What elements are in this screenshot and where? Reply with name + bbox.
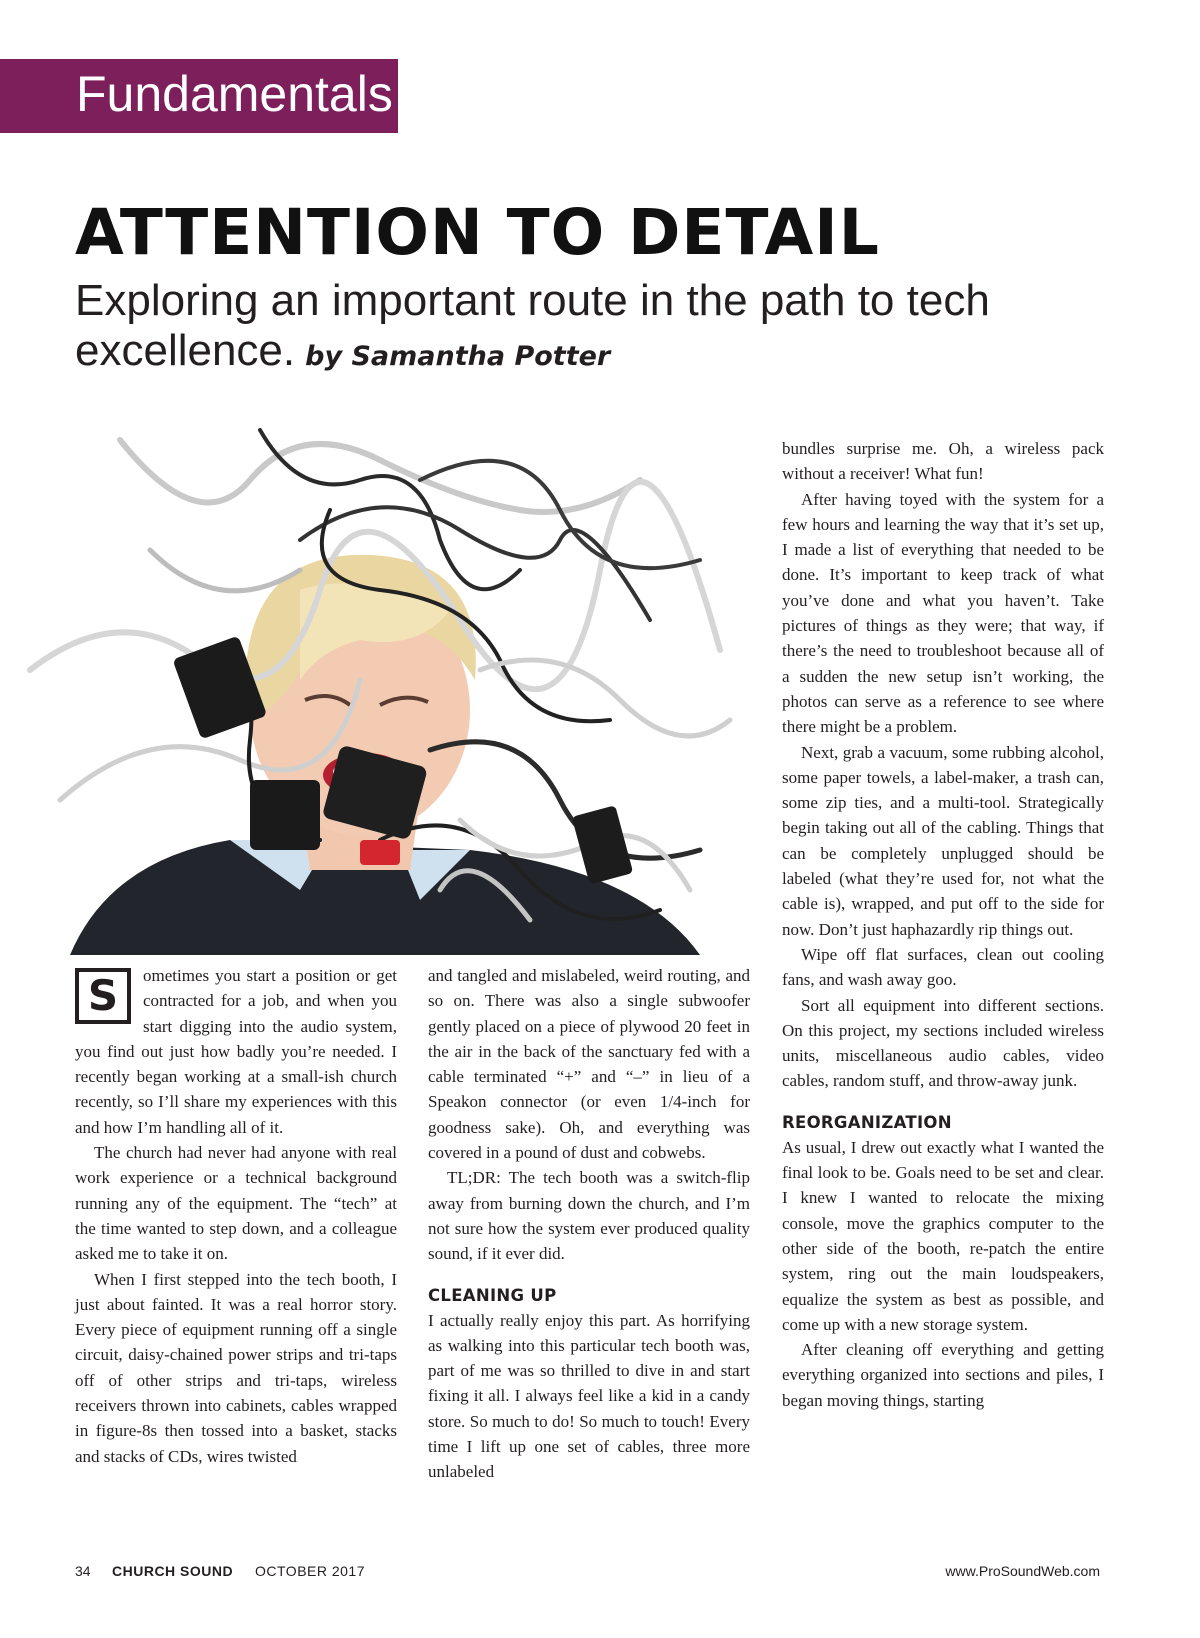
paragraph: The church had never had anyone with real work experience or a technical background running any of the equipment. The “tech” at the time wanted to step down, and a colleague asked me to take it on. (75, 1143, 397, 1264)
paragraph: I actually really enjoy this part. As horrifying as walking into this particular tech booth was, part of me was so thrilled to dive in and start fixing it all. I always feel like a kid in a candy store. So much to do! So much to touch! Every time I lift up one set of cables, three more unlabeled (428, 1310, 750, 1482)
paragraph: TL;DR: The tech booth was a switch-flip away from burning down the church, and I’m not sure how the system ever produced quality sound, if it ever did. (428, 1168, 750, 1264)
magazine-name: CHURCH SOUND (112, 1563, 234, 1579)
section-tab (0, 59, 398, 133)
page-number: 34 (75, 1563, 91, 1579)
page-footer (75, 1563, 1100, 1587)
paragraph: bundles surprise me. Oh, a wireless pack without a receiver! What fun! (782, 439, 1104, 484)
paragraph (75, 963, 397, 1140)
paragraph: When I first stepped into the tech booth, I just about fainted. It was a real horror story. Every piece of equipment running off a single circuit, daisy-chained power strips and tri-taps off of other strips and tri-taps, wireless receivers thrown into cabinets, cables wrapped in figure-8s then tossed into a basket, stacks and stacks of CDs, wires twisted (75, 1269, 397, 1466)
paragraph: Next, grab a vacuum, some rubbing alcohol, some paper towels, a label-maker, a trash can, some zip ties, and a multi-tool. Strategically begin taking out all of the cabling. Things that can be completely unplugged should be labeled (what they’re used for, not what the cable is), wrapped, and put off to the side for now. Don’t just haphazardly rip things out. (782, 742, 1104, 939)
paragraph: As usual, I drew out exactly what I wanted the final look to be. Goals need to be set and clear. I knew I wanted to relocate the mixing console, move the graphics computer to the other side of the booth, re-patch the entire system, ring out the main loudspeakers, equalize the system as best as possible, and come up with a new storage system. (782, 1137, 1104, 1334)
photo-woman-tangled-cables (0, 420, 740, 955)
website-link[interactable]: www.ProSoundWeb.com (945, 1563, 1100, 1579)
byline: by Samantha Potter (305, 341, 611, 372)
paragraph: Wipe off flat surfaces, clean out cooling fans, and wash away goo. (782, 944, 1104, 990)
paragraph: After having toyed with the system for a few hours and learning the way that it’s set up, I made a list of everything that needed to be done. It’s important to keep track of what you’ve done and what you haven’t. Take pictures of things as they were; that way, if there’s the need to troubleshoot because all of a sudden the new setup isn’t working, the photos can serve as a reference to see where there might be a problem. (782, 489, 1104, 737)
paragraph: After cleaning off everything and getting everything organized into sections and piles, I began moving things, starting (782, 1340, 1104, 1410)
subhead-text: Exploring an important route in the path to tech excellence. (75, 276, 990, 375)
paragraph: Sort all equipment into different sections. On this project, my sections included wireless units, miscellaneous audio cables, video cables, random stuff, and throw-away junk. (782, 995, 1104, 1091)
article-subhead (75, 276, 1075, 382)
section-heading-reorganization: REORGANIZATION (782, 1112, 952, 1132)
hero-photo (0, 420, 740, 955)
paragraph-text: ometimes you start a position or get contracted for a job, and when you start digging into the audio system, you find out just how badly you’re needed. I recently began working at a small-ish church recently, so I’ll share my experiences with this and how I’m handling all of it. (75, 966, 397, 1137)
paragraph: and tangled and mislabeled, weird routing, and so on. There was also a single subwoofer gently placed on a piece of plywood 20 feet in the air in the back of the sanctuary fed with a cable terminated “+” and “–” in lieu of a Speakon connector (or even 1/4-inch for goodness sake). Oh, and everything was covered in a pound of dust and cobwebs. (428, 966, 750, 1163)
issue-date: OCTOBER 2017 (255, 1563, 366, 1579)
article-column-2 (428, 963, 750, 1485)
article-headline: ATTENTION TO DETAIL (75, 196, 880, 269)
dropcap: S (75, 968, 131, 1024)
article-column-1 (75, 963, 397, 1469)
article-column-3 (782, 436, 1104, 1413)
section-heading-cleaning-up: CLEANING UP (428, 1285, 557, 1305)
section-tab-label: Fundamentals (76, 66, 393, 122)
